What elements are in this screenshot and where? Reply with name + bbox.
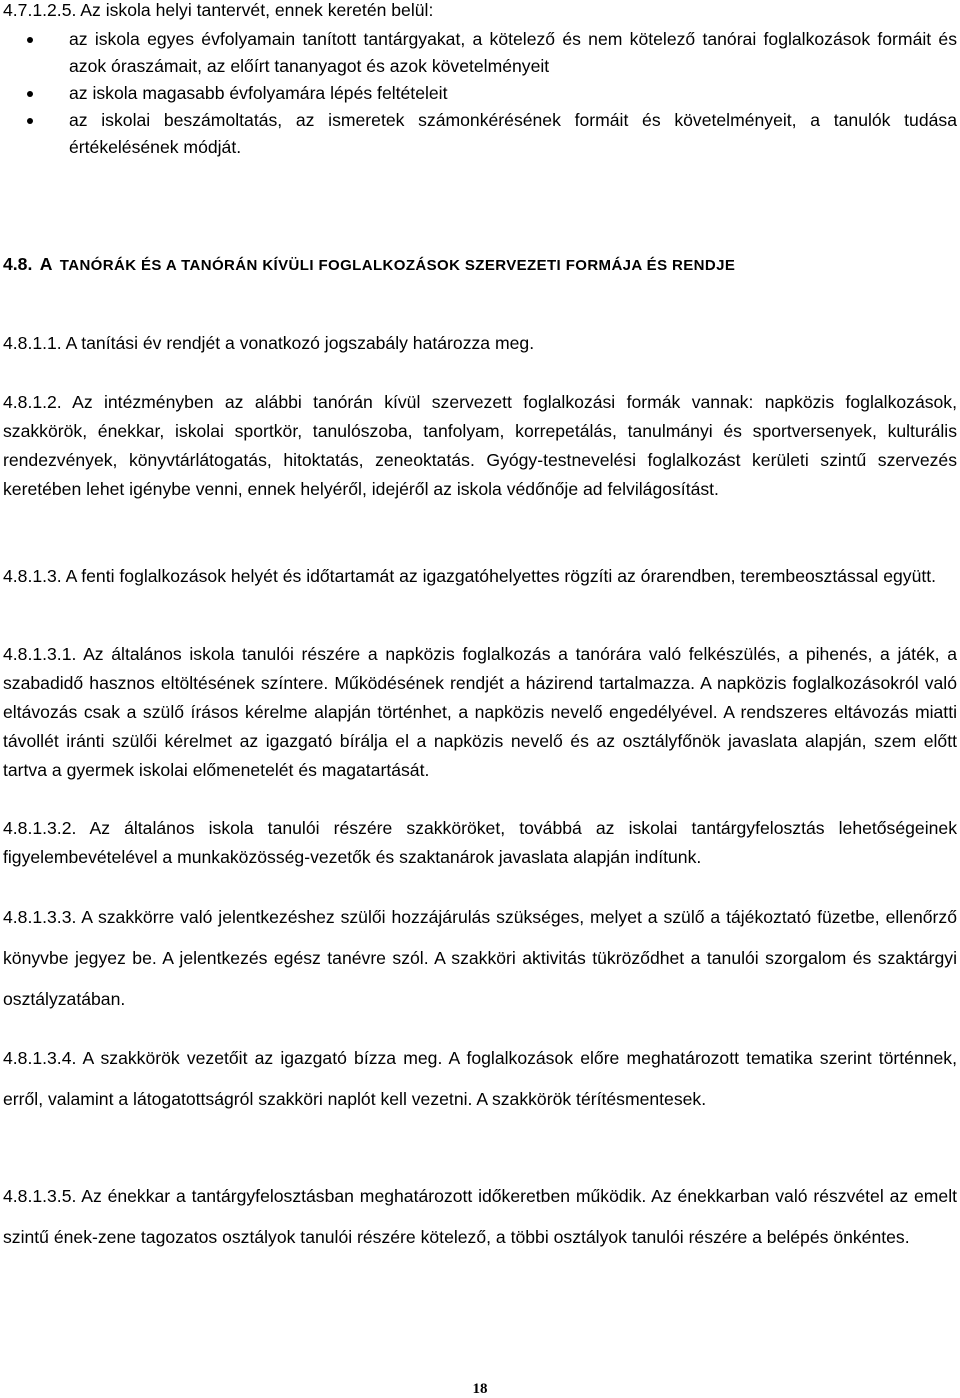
paragraph-4-8-1-3-4: 4.8.1.3.4. A szakkörök vezetőit az igazgató bízza meg. A foglalkozások előre meghatározott tematika szerint történnek, erről, valamint a látogatottságról szakköri naplót kell vezetni. A szakkörök térítésmentesek.	[3, 1048, 957, 1109]
section-heading-4-8	[3, 247, 957, 280]
paragraph-4-8-1-3-1: 4.8.1.3.1. Az általános iskola tanulói részére a napközis foglalkozás a tanórára való felkészülés, a pihenés, a játék, a szabadidő hasznos eltöltésének színtere. Működésének rendjét a házirend tartalmazza. A napközis foglalkozásokról való eltávozás csak a szülő írásos kérelme alapján történhet, a napközis nevelő engedélyével. A rendszeres eltávozás miatti távollét iránti szülői kérelmet az igazgató bírálja el a napközis nevelő és az osztályfőnök javaslata alapján, szem előtt tartva a gyermek iskolai előmenetelét és magatartását.	[3, 644, 957, 780]
section-title-first-letter: A	[39, 254, 53, 274]
list-item	[0, 26, 957, 80]
page-number: 18	[472, 1381, 488, 1397]
paragraph-4-8-1-3-2: 4.8.1.3.2. Az általános iskola tanulói részére szakköröket, továbbá az iskolai tantárgyfelosztás lehetőségeinek figyelembevételével a munkaközösség-vezetők és szaktanárok javaslata alapján indítunk.	[3, 818, 957, 867]
section-number: 4.8.	[3, 254, 33, 274]
list-item-text: az iskolai beszámoltatás, az ismeretek számonkérésének formáit és követelményeit, a tanulók tudása értékelésének módját.	[69, 110, 957, 157]
paragraph-4-8-1-3-3: 4.8.1.3.3. A szakkörre való jelentkezéshez szülői hozzájárulás szükséges, melyet a szülő a tájékoztató füzetbe, ellenőrző könyvbe jegyez be. A jelentkezés egész tanévre szól. A szakköri aktivitás tükröződhet a tanulói szorgalom és szaktárgyi osztályzatában.	[3, 907, 957, 1009]
bullet-icon	[27, 91, 33, 97]
paragraph-4-8-1-2: 4.8.1.2. Az intézményben az alábbi tanórán kívül szervezett foglalkozási formák vannak: napközis foglalkozások, szakkörök, énekkar, iskolai sportkör, tanulószoba, tanfolyam, korrepetálás, tanulmányi és sportversenyek, kulturális rendezvények, könyvtárlátogatás, hitoktatás, zeneoktatás. Gyógy-testnevelési foglalkozást kerületi szintű szervezés keretében lehet igénybe venni, ennek helyéről, idejéről az iskola védőnője ad felvilágosítást.	[3, 392, 957, 499]
list-item	[0, 107, 957, 161]
paragraph-4-7-1-2-5-intro: 4.7.1.2.5. Az iskola helyi tantervét, ennek keretén belül:	[3, 0, 434, 20]
bullet-icon	[27, 118, 33, 124]
list-item-text: az iskola egyes évfolyamain tanított tantárgyakat, a kötelező és nem kötelező tanórai foglalkozások formáit és azok óraszámait, az előírt tananyagot és azok követelményeit	[69, 29, 957, 76]
bullet-icon	[27, 37, 33, 43]
list-item-text: az iskola magasabb évfolyamára lépés feltételeit	[69, 83, 448, 103]
requirements-list	[0, 26, 957, 161]
paragraph-4-8-1-1: 4.8.1.1. A tanítási év rendjét a vonatkozó jogszabály határozza meg.	[3, 333, 535, 353]
list-item	[0, 80, 957, 107]
paragraph-4-8-1-3-5: 4.8.1.3.5. Az énekkar a tantárgyfelosztásban meghatározott időkeretben működik. Az énekkarban való részvétel az emelt szintű ének-zene tagozatos osztályok tanulói részére kötelező, a többi osztályok tanulói részére a belépés önkéntes.	[3, 1186, 957, 1247]
section-title: TANÓRÁK ÉS A TANÓRÁN KÍVÜLI FOGLALKOZÁSOK SZERVEZETI FORMÁJA ÉS RENDJE	[59, 257, 736, 274]
paragraph-4-8-1-3: 4.8.1.3. A fenti foglalkozások helyét és időtartamát az igazgatóhelyettes rögzíti az órarendben, terembeosztással együtt.	[3, 566, 937, 586]
